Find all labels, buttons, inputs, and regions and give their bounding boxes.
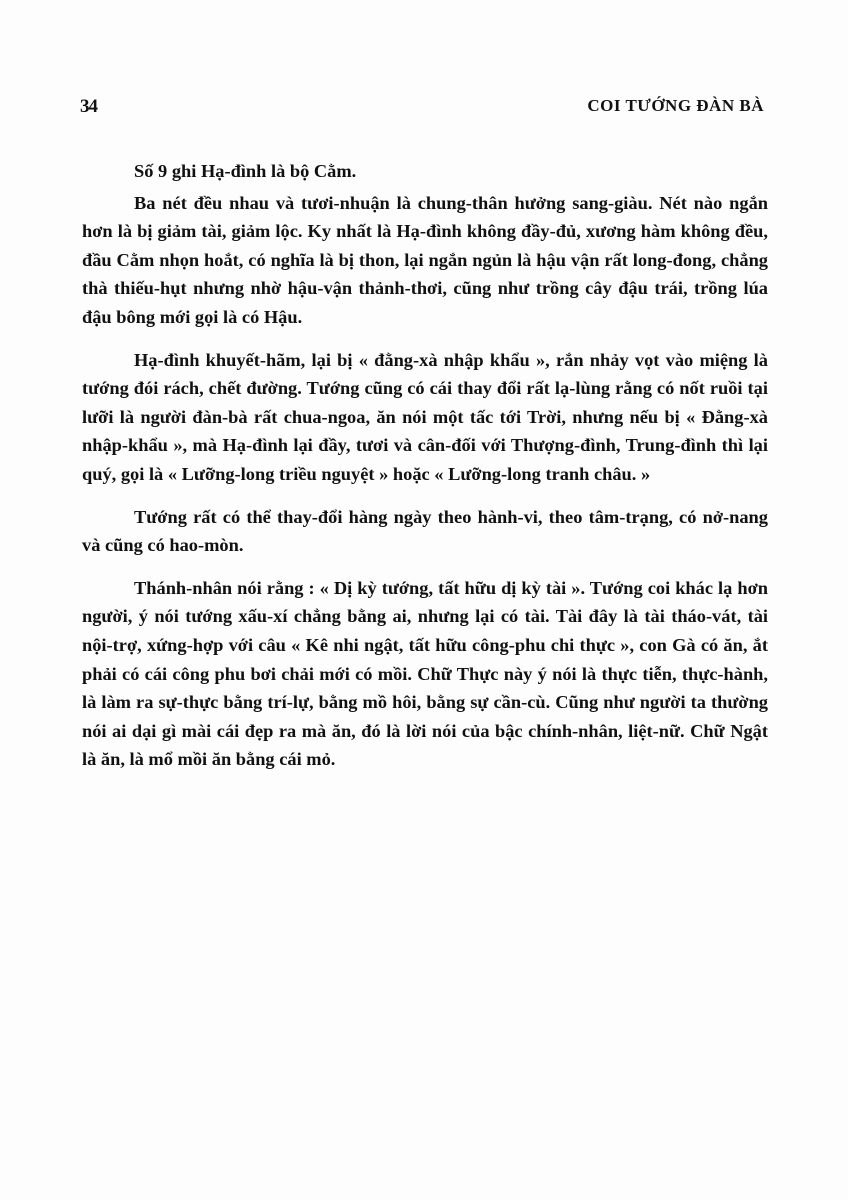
page-number: 34 xyxy=(80,96,97,117)
paragraph: Tướng rất có thể thay-đổi hàng ngày theo hành-vi, theo tâm-trạng, có nở-nang và cũng có hao-mòn. xyxy=(82,506,768,556)
paragraph: Ba nét đều nhau và tươi-nhuận là chung-thân hưởng sang-giàu. Nét nào ngắn hơn là bị giảm tài, giảm lộc. Ky nhất là Hạ-đình không đầy-đủ, xương hàm không đều, đầu Cằm nhọn hoắt, có nghĩa là bị thon, lại ngắn ngủn là hậu vận rất long-đong, chẳng thà thiếu-hụt nhưng nhờ hậu-vận thảnh-thơi, cũng như trồng cây đậu trái, trồng lúa đậu bông mới gọi là có Hậu. xyxy=(82,192,768,327)
body-text xyxy=(82,157,768,774)
paragraph-heading: Số 9 ghi Hạ-đình là bộ Cằm. xyxy=(134,161,357,181)
running-title: COI TƯỚNG ĐÀN BÀ xyxy=(587,96,764,115)
paragraph: Hạ-đình khuyết-hãm, lại bị « đằng-xà nhập khẩu », rắn nhảy vọt vào miệng là tướng đói rách, chết đường. Tướng cũng có cái thay đổi rất lạ-lùng rằng có nốt ruồi tại lưỡi là người đàn-bà rất chua-ngoa, ăn nói một tấc tới Trời, nhưng nếu bị « Đằng-xà nhập-khẩu », mà Hạ-đình lại đầy, tươi và cân-đối với Thượng-đình, Trung-đình thì lại quý, gọi là « Lưỡng-long triều nguyệt » hoặc « Lưỡng-long tranh châu. » xyxy=(82,349,768,484)
page-header xyxy=(80,96,768,124)
paragraph: Thánh-nhân nói rằng : « Dị kỳ tướng, tất hữu dị kỳ tài ». Tướng coi khác lạ hơn người, ý nói tướng xấu-xí chẳng bằng ai, nhưng lại có tài. Tài đây là tài tháo-vát, tài nội-trợ, xứng-hợp với câu « Kê nhi ngật, tất hữu công-phu chi thực », con Gà có ăn, ắt phải có cái công phu bơi chải mới có mồi. Chữ Thực này ý nói là thực tiễn, thực-hành, là làm ra sự-thực bằng trí-lự, bằng mồ hôi, bằng sự cần-cù. Cũng như người ta thường nói ai dại gì mài cái đẹp ra mà ăn, đó là lời nói của bậc chính-nhân, liệt-nữ. Chữ Ngật là ăn, là mổ mồi ăn bằng cái mỏ. xyxy=(82,577,768,770)
